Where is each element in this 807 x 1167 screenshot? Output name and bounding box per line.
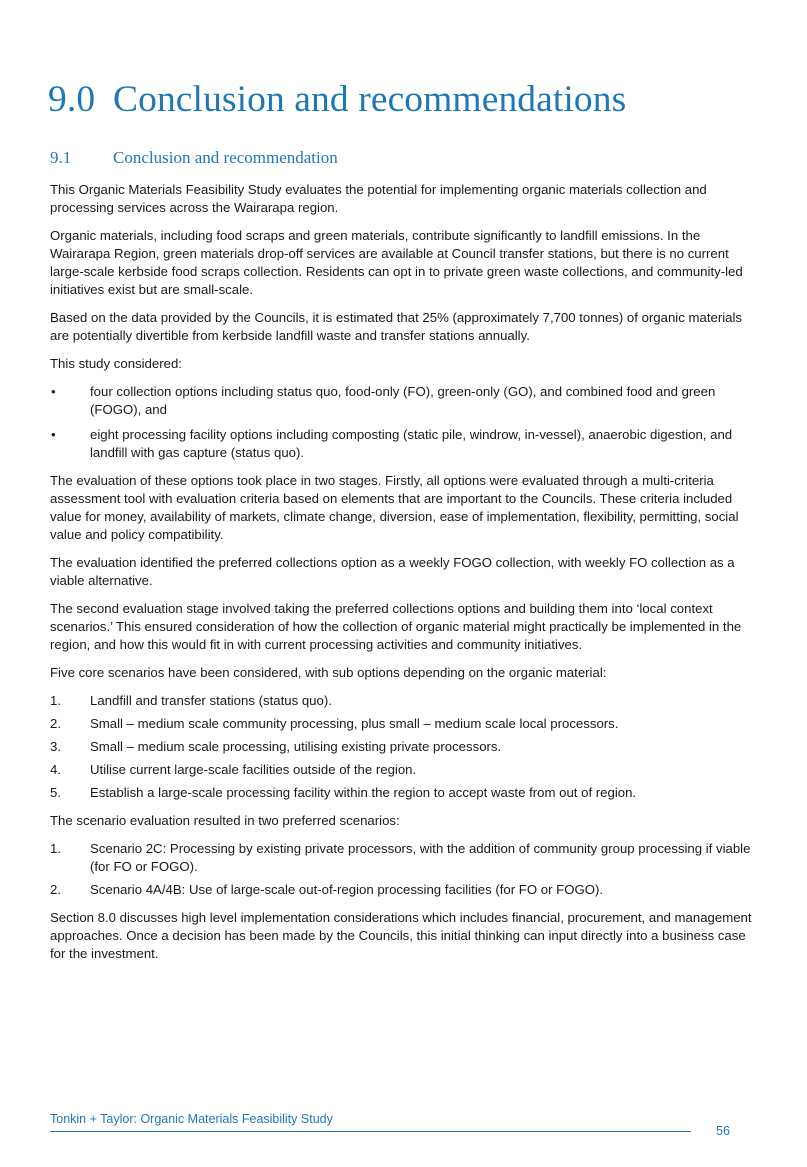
list-item-text: Landfill and transfer stations (status quo). — [90, 693, 332, 708]
list-item-text: eight processing facility options including composting (static pile, windrow, in-vessel), anaerobic digestion, and landfill with gas capture (status quo). — [90, 427, 733, 460]
list-item — [50, 692, 762, 710]
page-number: 56 — [716, 1124, 730, 1138]
list-item — [50, 784, 762, 802]
list-item — [50, 761, 762, 779]
list-number: 2. — [50, 882, 61, 897]
subsection-heading — [50, 148, 338, 168]
list-number: 3. — [50, 739, 61, 754]
paragraph: This study considered: — [50, 356, 182, 371]
footer-divider — [50, 1131, 691, 1132]
list-number: 4. — [50, 762, 61, 777]
subsection-number: 9.1 — [50, 148, 72, 167]
paragraph: Based on the data provided by the Councils, it is estimated that 25% (approximately 7,700 tonnes) of organic materials are potentially divertible from kerbside landfill waste and transfer stations annually. — [50, 310, 742, 343]
list-item — [50, 715, 762, 733]
list-item-text: Scenario 2C: Processing by existing private processors, with the addition of community group processing if viable (for FO or FOGO). — [90, 841, 751, 874]
list-item-text: Utilise current large-scale facilities outside of the region. — [90, 762, 417, 777]
page-title — [48, 78, 626, 121]
list-number: 1. — [50, 693, 61, 708]
paragraph: Organic materials, including food scraps and green materials, contribute significantly to landfill emissions. In the Wairarapa Region, green materials drop-off services are available at Council transfer stations, but there is no current large-scale kerbside food scraps collection. Residents can opt in to private green waste collections, and community-led initiatives exist but are small-scale. — [50, 228, 743, 297]
list-item — [50, 840, 762, 876]
list-item — [50, 881, 762, 899]
list-item-text: four collection options including status quo, food-only (FO), green-only (GO), and combined food and green (FOGO), and — [90, 384, 716, 417]
paragraph: This Organic Materials Feasibility Study evaluates the potential for implementing organic materials collection and processing services across the Wairarapa region. — [50, 182, 707, 215]
scenarios-list — [50, 692, 762, 802]
list-item-text: Small – medium scale processing, utilising existing private processors. — [90, 739, 502, 754]
bullet-icon: • — [51, 427, 56, 442]
list-item — [50, 426, 762, 462]
list-number: 1. — [50, 841, 61, 856]
list-item-text: Scenario 4A/4B: Use of large-scale out-of-region processing facilities (for FO or FOGO). — [90, 882, 604, 897]
paragraph: The evaluation of these options took place in two stages. Firstly, all options were evaluated through a multi-criteria assessment tool with evaluation criteria based on elements that are important to the Councils. These criteria included value for money, availability of markets, climate change, diversion, ease of implementation, flexibility, permitting, social value and policy compatibility. — [50, 473, 739, 542]
paragraph: The scenario evaluation resulted in two preferred scenarios: — [50, 813, 400, 828]
paragraph: The evaluation identified the preferred collections option as a weekly FOGO collection, with weekly FO collection as a viable alternative. — [50, 555, 735, 588]
list-item-text: Small – medium scale community processing, plus small – medium scale local processors. — [90, 716, 619, 731]
body-text — [50, 181, 762, 973]
list-number: 2. — [50, 716, 61, 731]
preferred-scenarios-list — [50, 840, 762, 899]
list-item — [50, 383, 762, 419]
paragraph: The second evaluation stage involved taking the preferred collections options and building them into ‘local context scenarios.’ This ensured consideration of how the collection of organic material might practically be implemented in the region, and how this would fit in with current processing activities and community initiatives. — [50, 601, 742, 652]
paragraph: Section 8.0 discusses high level implementation considerations which includes financial, procurement, and management approaches. Once a decision has been made by the Councils, this initial thinking can input directly into a business case for the investment. — [50, 910, 752, 961]
paragraph: Five core scenarios have been considered, with sub options depending on the organic material: — [50, 665, 607, 680]
bullet-icon: • — [51, 384, 56, 399]
section-number: 9.0 — [48, 79, 96, 120]
footer-text: Tonkin + Taylor: Organic Materials Feasibility Study — [50, 1112, 333, 1126]
subsection-title: Conclusion and recommendation — [113, 148, 338, 167]
section-title: Conclusion and recommendations — [113, 79, 627, 120]
options-bullet-list — [50, 383, 762, 462]
list-item-text: Establish a large-scale processing facility within the region to accept waste from out of region. — [90, 785, 637, 800]
list-item — [50, 738, 762, 756]
list-number: 5. — [50, 785, 61, 800]
